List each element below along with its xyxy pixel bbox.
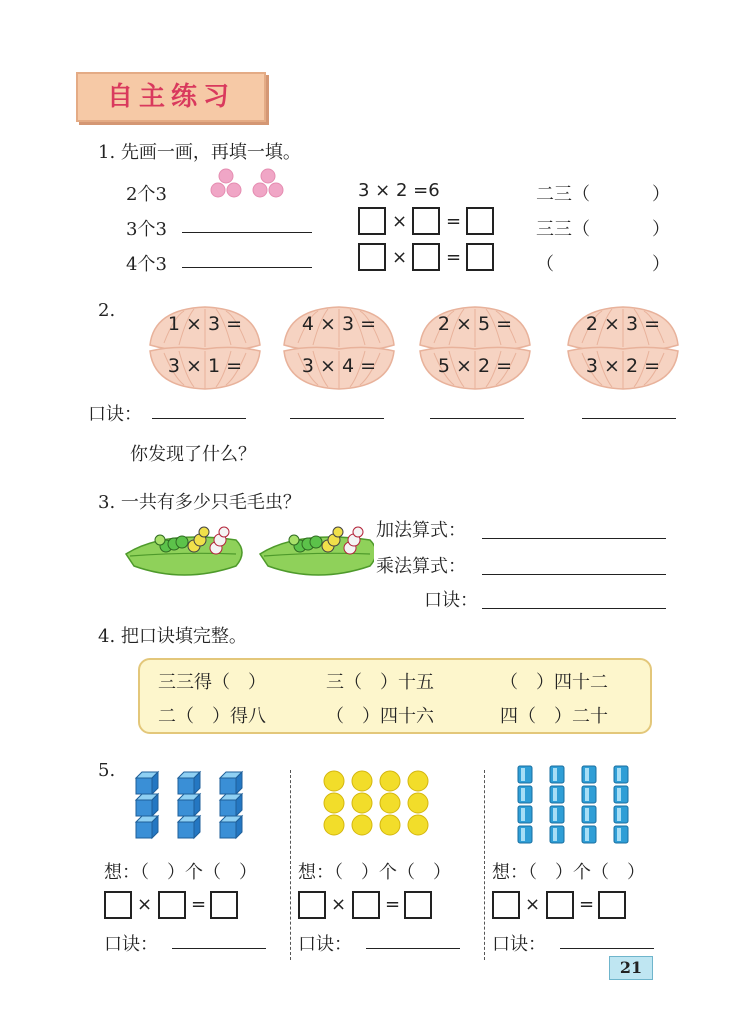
q5-think: 想：（ ）个（ ） — [298, 862, 451, 883]
equals-sign: = — [579, 894, 595, 915]
answer-line[interactable] — [582, 418, 676, 419]
shell-top-eq: 4 × 3 = — [301, 313, 377, 335]
q1-row2-right-a: 三三（ — [536, 219, 590, 240]
section-title-banner — [76, 72, 266, 122]
cube-grid — [134, 770, 250, 840]
q4-item: （ ）四十二 — [500, 672, 608, 693]
answer-line[interactable] — [482, 574, 666, 575]
q4-item: 四（ ）二十 — [500, 706, 608, 727]
q5-koujue-label: 口诀： — [492, 934, 546, 955]
answer-box[interactable] — [412, 207, 440, 235]
answer-box[interactable] — [358, 243, 386, 271]
answer-box[interactable] — [598, 891, 626, 919]
column-divider — [484, 770, 485, 960]
q1-row1-eq: 3 × 2 =6 — [358, 180, 440, 201]
q2-question: 你发现了什么？ — [130, 444, 256, 465]
q4-item: 三（ ）十五 — [326, 672, 434, 693]
block-grid — [516, 764, 634, 848]
q3-koujue-label: 口诀： — [424, 590, 478, 611]
answer-line[interactable] — [290, 418, 384, 419]
q4-item: 三三得（ ） — [158, 672, 266, 693]
equals-sign: = — [446, 247, 462, 268]
answer-line[interactable] — [182, 232, 312, 233]
shell-card — [144, 305, 266, 391]
answer-box[interactable] — [412, 243, 440, 271]
shell-bottom-eq: 5 × 2 = — [437, 355, 513, 377]
answer-line[interactable] — [152, 418, 246, 419]
shell-top-eq: 1 × 3 = — [167, 313, 243, 335]
answer-box[interactable] — [466, 207, 494, 235]
equals-sign: = — [446, 211, 462, 232]
times-sign: × — [392, 247, 408, 268]
answer-box[interactable] — [466, 243, 494, 271]
q3-add-label: 加法算式： — [376, 520, 466, 541]
answer-line[interactable] — [366, 948, 460, 949]
equals-sign: = — [191, 894, 207, 915]
shell-bottom-eq: 3 × 4 = — [301, 355, 377, 377]
koujue-panel — [138, 658, 652, 734]
q5-think: 想：（ ）个（ ） — [104, 862, 257, 883]
q1-row3-right-b: ） — [652, 254, 670, 275]
answer-box[interactable] — [546, 891, 574, 919]
answer-line[interactable] — [430, 418, 524, 419]
answer-line[interactable] — [482, 608, 666, 609]
q1-row1-right-a: 二三（ — [536, 184, 590, 205]
q1-row1-right-b: ） — [652, 184, 670, 205]
q3-mul-label: 乘法算式： — [376, 556, 466, 577]
caterpillar-leaves — [124, 518, 374, 584]
times-sign: × — [331, 894, 347, 915]
q3-label: 3. 一共有多少只毛毛虫？ — [98, 492, 301, 513]
shell-top-eq: 2 × 3 = — [585, 313, 661, 335]
answer-box[interactable] — [404, 891, 432, 919]
answer-line[interactable] — [482, 538, 666, 539]
q2-koujue-label: 口诀： — [88, 404, 142, 425]
q4-item: （ ）四十六 — [326, 706, 434, 727]
answer-line[interactable] — [560, 948, 654, 949]
answer-box[interactable] — [492, 891, 520, 919]
q1-row3-right-a: （ — [536, 254, 554, 275]
answer-line[interactable] — [172, 948, 266, 949]
column-divider — [290, 770, 291, 960]
shell-top-eq: 2 × 5 = — [437, 313, 513, 335]
q1-label: 1. 先画一画，再填一填。 — [98, 142, 301, 163]
q5-think: 想：（ ）个（ ） — [492, 862, 645, 883]
shell-card — [278, 305, 400, 391]
equals-sign: = — [385, 894, 401, 915]
pink-dots — [206, 168, 288, 202]
q1-row2-right-b: ） — [652, 219, 670, 240]
q1-row1-left: 2个3 — [126, 184, 167, 205]
shell-card — [414, 305, 536, 391]
answer-box[interactable] — [104, 891, 132, 919]
q2-label: 2. — [98, 300, 116, 321]
section-title: 自主练习 — [106, 82, 235, 112]
answer-line[interactable] — [182, 267, 312, 268]
times-sign: × — [392, 211, 408, 232]
answer-box[interactable] — [358, 207, 386, 235]
answer-box[interactable] — [352, 891, 380, 919]
q5-koujue-label: 口诀： — [104, 934, 158, 955]
shell-bottom-eq: 3 × 1 = — [167, 355, 243, 377]
page-number: 21 — [609, 956, 653, 980]
q1-row3-left: 4个3 — [126, 254, 167, 275]
q5-label: 5. — [98, 760, 116, 781]
q1-row2-left: 3个3 — [126, 219, 167, 240]
answer-box[interactable] — [298, 891, 326, 919]
answer-box[interactable] — [158, 891, 186, 919]
shell-card — [562, 305, 684, 391]
q4-label: 4. 把口诀填完整。 — [98, 626, 247, 647]
q5-koujue-label: 口诀： — [298, 934, 352, 955]
q4-item: 二（ ）得八 — [158, 706, 266, 727]
times-sign: × — [525, 894, 541, 915]
shell-bottom-eq: 3 × 2 = — [585, 355, 661, 377]
bead-grid — [322, 770, 434, 836]
answer-box[interactable] — [210, 891, 238, 919]
times-sign: × — [137, 894, 153, 915]
